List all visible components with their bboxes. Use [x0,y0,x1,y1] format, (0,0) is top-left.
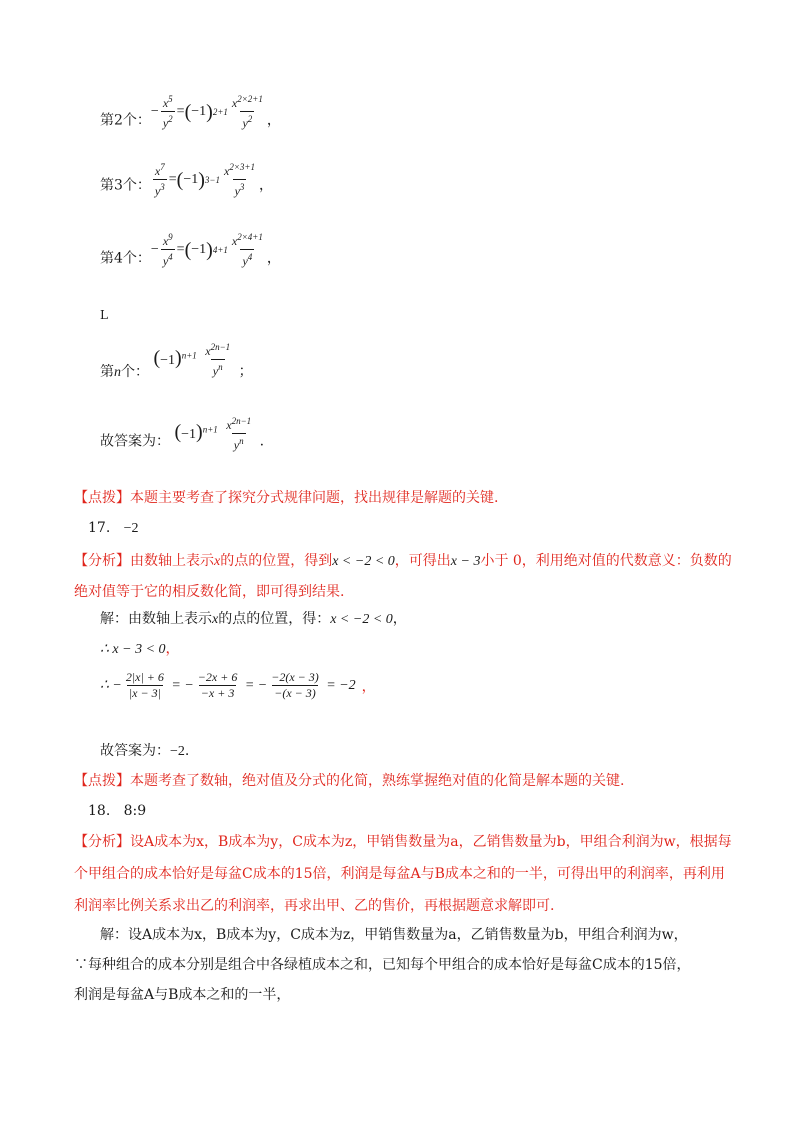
nth-label: 第n个： [100,363,149,380]
nth-formula: $(-1)^{n+1}$ $\frac{x^{2n-1}}{y^n}$ [153,342,231,379]
item-row: 第2个： − $\frac{x^5}{y^2}$ = ( −1 ) 2+1 $\frac{x^{2\times 2+1}}{y^2}$ ， [100,94,281,130]
tip-1: 【点拨】本题主要考查了探究分式规律问题，找出规律是解题的关键. [74,490,499,506]
solution-18-line3: 利润是每盆A与B成本之和的一半， [74,987,291,1003]
nth-term: 第n个： $(-1)^{n+1}$ $\frac{x^{2n-1}}{y^n}$ ； [100,342,253,380]
analysis-17: 【分析】由数轴上表示x的点的位置，得到x < −2 < 0，可得出x − 3小于 0，利用绝对值的代数意义：负数的绝对值等于它的相反数化简，即可得到结果. [74,553,732,600]
question-18: 18. 8:9 [88,803,147,819]
answer-17: 故答案为：−2. [100,743,190,759]
solution-17-fractions: ∴ − $\frac{2|x| + 6}{|x - 3|}$ = − $\frac{-2x + 6}{-x + 3}$ = − $\frac{-2(x - 3)}{-(x - 3)}$ = −2 ， [100,670,376,700]
solution-17-line1: 解：由数轴上表示x的点的位置，得：x < −2 < 0， [100,611,407,627]
question-17: 17. −2 [88,520,139,536]
tip-17: 【点拨】本题考查了数轴，绝对值及分式的化简，熟练掌握绝对值的化简是解本题的关键. [74,773,625,789]
answer-1: 故答案为： $(-1)^{n+1}$ $\frac{x^{2n-1}}{y^n}$ . [100,416,265,453]
solution-18-line1: 解：设A成本为x，B成本为y，C成本为z，甲销售数量为a，乙销售数量为b，甲组合利润为w， [100,927,688,943]
item-row: 第3个： $\frac{x^7}{y^3}$ = ( −1 ) 3−1 $\frac{x^{2\times 3+1}}{y^3}$ ， [100,162,273,198]
answer-1-formula: $(-1)^{n+1}$ $\frac{x^{2n-1}}{y^n}$ [174,416,252,453]
solution-17-line2: ∴ x − 3 < 0， [100,641,180,657]
item-formula: $\frac{x^7}{y^3}$ = ( −1 ) 3−1 $\frac{x^{2\times 3+1}}{y^3}$ [154,162,255,198]
solution-18 [74,920,734,1010]
solution-18-line2: ∵每种组合的成本分别是组合中各绿植成本之和，已知每个甲组合的成本恰好是每盆C成本的15倍， [74,957,691,973]
analysis-18: 【分析】设A成本为x，B成本为y，C成本为z，甲销售数量为a，乙销售数量为b，甲组合利润为w，根据每个甲组合的成本恰好是每盆C成本的15倍，利润是每盆A与B成本之和的一半，可得出甲的利润率，再利用利润率比例关系求出乙的利润率，再求出甲、乙的售价，再根据题意求解即可. [74,834,732,914]
item-formula: − $\frac{x^5}{y^2}$ = ( −1 ) 2+1 $\frac{x^{2\times 2+1}}{y^2}$ [150,94,263,130]
item-row: 第4个： − $\frac{x^9}{y^4}$ = ( −1 ) 4+1 $\frac{x^{2\times 4+1}}{y^4}$ ， [100,232,281,268]
ellipsis: L [100,308,108,322]
item-formula: − $\frac{x^9}{y^4}$ = ( −1 ) 4+1 $\frac{x^{2\times 4+1}}{y^4}$ [150,232,263,268]
